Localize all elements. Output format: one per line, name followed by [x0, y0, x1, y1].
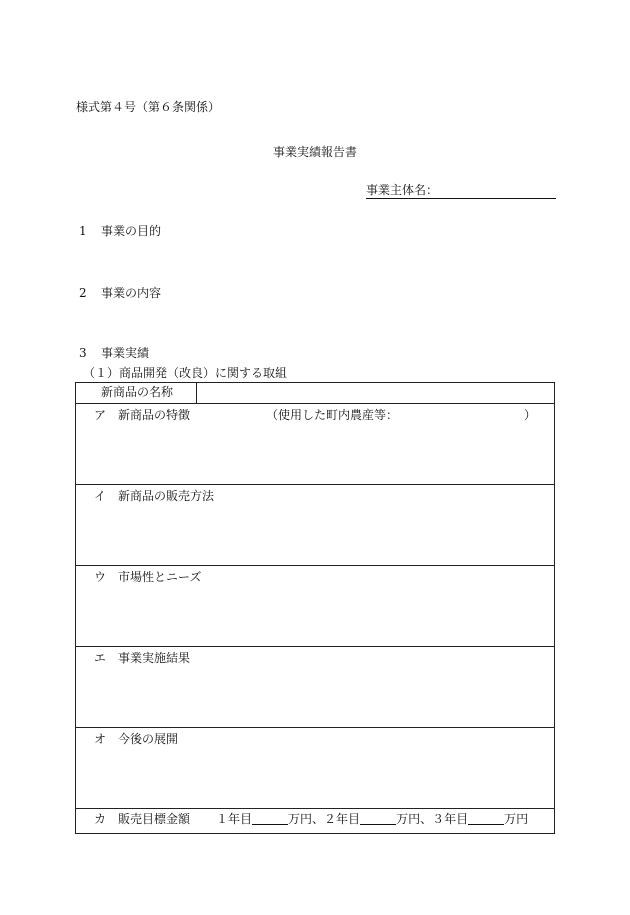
year1-unit: 万円、 — [288, 812, 325, 826]
year1-amount-input[interactable] — [252, 812, 288, 825]
section-content — [79, 286, 161, 300]
feature-label: ア 新商品の特徴 — [94, 408, 191, 422]
form-number: 様式第４号（第６条関係） — [76, 100, 221, 114]
future-plan-field[interactable] — [76, 728, 555, 809]
implementation-result-label: エ 事業実施結果 — [94, 651, 191, 665]
marketability-row — [76, 566, 555, 647]
entity-name-field[interactable] — [366, 183, 556, 199]
product-name-row — [76, 383, 555, 404]
section-number: 3 — [79, 346, 87, 360]
implementation-result-field[interactable] — [76, 647, 555, 728]
local-produce-note-close: ） — [523, 408, 536, 422]
local-produce-note: （使用した町内農産等： — [266, 408, 399, 422]
year2-unit: 万円、 — [396, 812, 433, 826]
year3-unit: 万円 — [504, 812, 529, 826]
results-table — [75, 382, 555, 834]
sales-method-row — [76, 485, 555, 566]
marketability-field[interactable] — [76, 566, 555, 647]
future-plan-row — [76, 728, 555, 809]
sales-method-label: イ 新商品の販売方法 — [94, 489, 215, 503]
year3-label: ３年目 — [432, 812, 469, 826]
year1-label: １年目 — [216, 812, 253, 826]
section-number: 1 — [79, 224, 87, 238]
section-number: 2 — [79, 286, 87, 300]
sales-target-letter: カ — [94, 812, 107, 826]
document-title: 事業実績報告書 — [272, 145, 357, 159]
year2-label: ２年目 — [324, 812, 361, 826]
section-purpose — [79, 224, 161, 238]
year3-amount-input[interactable] — [468, 812, 504, 825]
year2-amount-input[interactable] — [360, 812, 396, 825]
product-name-label: 新商品の名称 — [76, 383, 197, 404]
subsection-title: （１）商品開発（改良）に関する取組 — [83, 366, 288, 380]
section-results — [79, 346, 149, 360]
section-label: 事業実績 — [101, 346, 150, 360]
section-label: 事業の内容 — [101, 286, 162, 300]
feature-row — [76, 404, 555, 485]
sales-method-field[interactable] — [76, 485, 555, 566]
product-name-input[interactable] — [197, 383, 555, 404]
marketability-label: ウ 市場性とニーズ — [94, 570, 202, 584]
sales-target-row — [76, 809, 555, 834]
sales-target-label: 販売目標金額 — [118, 812, 191, 826]
future-plan-label: オ 今後の展開 — [94, 732, 179, 746]
feature-field[interactable] — [76, 404, 555, 485]
sales-target-cell — [76, 809, 555, 834]
section-label: 事業の目的 — [101, 224, 162, 238]
implementation-result-row — [76, 647, 555, 728]
entity-name-label: 事業主体名： — [366, 183, 439, 197]
